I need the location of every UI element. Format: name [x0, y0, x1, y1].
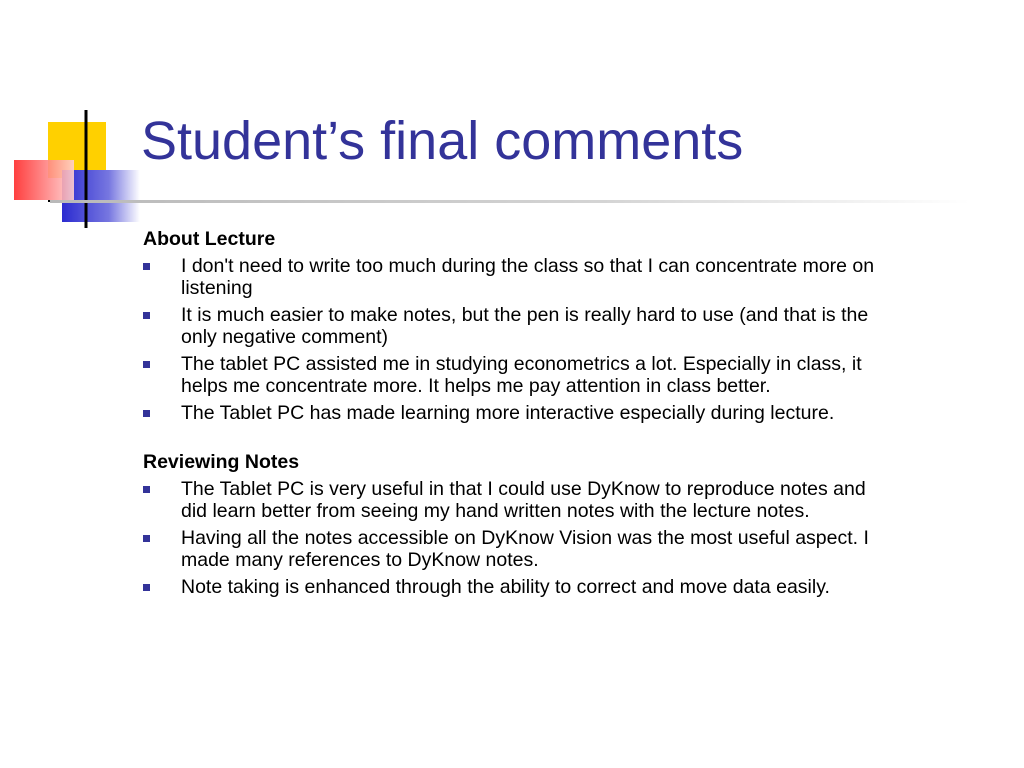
- decorative-color-blocks: [0, 0, 140, 240]
- square-bullet-icon: [143, 312, 150, 319]
- list-item: [143, 527, 883, 571]
- square-bullet-icon: [143, 410, 150, 417]
- bullet-list: [143, 478, 883, 598]
- list-item-text: I don't need to write too much during the class so that I can concentrate more on listening: [181, 255, 875, 299]
- square-bullet-icon: [143, 486, 150, 493]
- slide-title: Student’s final comments: [141, 111, 744, 171]
- title-divider: [50, 200, 970, 203]
- section-heading: About Lecture: [143, 228, 276, 250]
- section-about-lecture: [143, 228, 883, 424]
- section-reviewing-notes: [143, 451, 883, 598]
- square-bullet-icon: [143, 361, 150, 368]
- slide-content: [143, 228, 883, 603]
- bullet-list: [143, 255, 883, 424]
- list-item: [143, 255, 883, 299]
- square-bullet-icon: [143, 535, 150, 542]
- list-item: [143, 478, 883, 522]
- list-item: [143, 353, 883, 397]
- list-item-text: The Tablet PC is very useful in that I could use DyKnow to reproduce notes and did learn better from seeing my hand written notes with the lecture notes.: [181, 478, 866, 522]
- square-bullet-icon: [143, 263, 150, 270]
- list-item: [143, 402, 883, 424]
- list-item-text: Note taking is enhanced through the ability to correct and move data easily.: [181, 576, 830, 598]
- section-heading: Reviewing Notes: [143, 451, 300, 473]
- square-bullet-icon: [143, 584, 150, 591]
- list-item: [143, 304, 883, 348]
- list-item-text: Having all the notes accessible on DyKnow Vision was the most useful aspect. I made many references to DyKnow notes.: [181, 527, 869, 571]
- list-item-text: The tablet PC assisted me in studying econometrics a lot. Especially in class, it helps me concentrate more. It helps me pay attention in class better.: [181, 353, 862, 397]
- red-block: [14, 160, 74, 200]
- list-item-text: It is much easier to make notes, but the pen is really hard to use (and that is the only negative comment): [181, 304, 869, 348]
- list-item: [143, 576, 883, 598]
- list-item-text: The Tablet PC has made learning more interactive especially during lecture.: [181, 402, 835, 424]
